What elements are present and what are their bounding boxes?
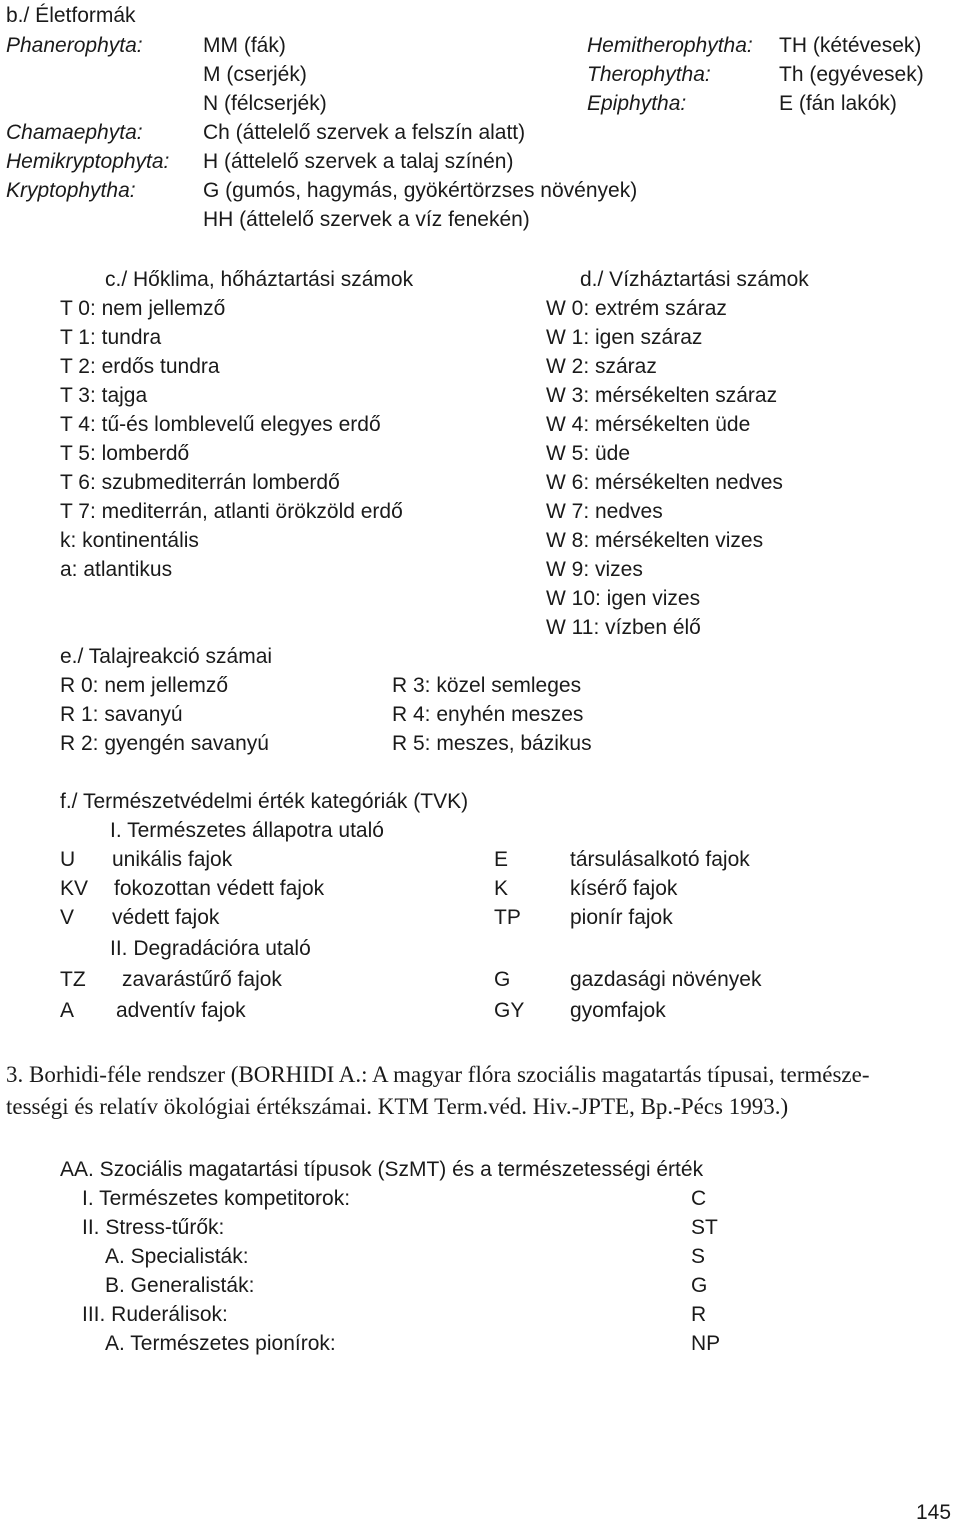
borhidi-paragraph-line: 3. Borhidi-féle rendszer (BORHIDI A.: A magyar flóra szociális magatartás típusai, természe- bbox=[6, 1062, 870, 1087]
lifeform-label: Epiphytha: bbox=[587, 92, 687, 115]
list-item: W 5: üde bbox=[546, 442, 631, 465]
category-desc: pionír fajok bbox=[570, 906, 673, 929]
lifeform-code: M (cserjék) bbox=[203, 63, 307, 86]
lifeform-label: Hemitherophytha: bbox=[587, 34, 753, 57]
lifeform-label: Phanerophyta: bbox=[6, 34, 143, 57]
type-label: II. Stress-tűrők: bbox=[82, 1216, 225, 1239]
list-item: W 11: vízben élő bbox=[546, 616, 701, 639]
category-desc: adventív fajok bbox=[116, 999, 246, 1022]
list-item: T 5: lomberdő bbox=[60, 442, 190, 465]
list-item: R 2: gyengén savanyú bbox=[60, 732, 269, 755]
lifeform-label: Kryptophytha: bbox=[6, 179, 136, 202]
list-item: T 3: tajga bbox=[60, 384, 148, 407]
category-desc: társulásalkotó fajok bbox=[570, 848, 750, 871]
lifeform-label: Therophytha: bbox=[587, 63, 711, 86]
list-item: W 7: nedves bbox=[546, 500, 663, 523]
list-item: T 4: tű-és lomblevelű elegyes erdő bbox=[60, 413, 381, 436]
category-code: A bbox=[60, 999, 75, 1022]
lifeform-label: Hemikryptophyta: bbox=[6, 150, 170, 173]
list-item: W 2: száraz bbox=[546, 355, 657, 378]
lifeform-code: E (fán lakók) bbox=[779, 92, 897, 115]
lifeform-code: H (áttelelő szervek a talaj színén) bbox=[203, 150, 514, 173]
type-code: NP bbox=[691, 1332, 721, 1355]
type-code: ST bbox=[691, 1216, 718, 1239]
category-code: V bbox=[60, 906, 75, 929]
list-item: R 0: nem jellemző bbox=[60, 674, 229, 697]
list-item: W 6: mérsékelten nedves bbox=[546, 471, 783, 494]
list-item: R 1: savanyú bbox=[60, 703, 183, 726]
category-desc: gyomfajok bbox=[570, 999, 666, 1022]
category-desc: kísérő fajok bbox=[570, 877, 678, 900]
category-desc: fokozottan védett fajok bbox=[114, 877, 325, 900]
type-code: R bbox=[691, 1303, 707, 1326]
category-code: G bbox=[494, 968, 511, 991]
lifeform-code: N (félcserjék) bbox=[203, 92, 327, 115]
type-code: S bbox=[691, 1245, 706, 1268]
category-code: E bbox=[494, 848, 509, 871]
lifeform-code: Ch (áttelelő szervek a felszín alatt) bbox=[203, 121, 526, 144]
borhidi-paragraph-line: tességi és relatív ökológiai értékszámai. KTM Term.véd. Hiv.-JPTE, Bp.-Pécs 1993.) bbox=[6, 1094, 789, 1119]
lifeform-code: G (gumós, hagymás, gyökértörzses növények) bbox=[203, 179, 638, 202]
list-item: W 4: mérsékelten üde bbox=[546, 413, 751, 436]
group-heading: I. Természetes állapotra utaló bbox=[110, 819, 384, 842]
group-heading: II. Degradációra utaló bbox=[110, 937, 311, 960]
list-item: W 9: vizes bbox=[546, 558, 643, 581]
list-item: W 0: extrém száraz bbox=[546, 297, 727, 320]
section-e-title: e./ Talajreakció számai bbox=[60, 645, 273, 668]
list-item: R 3: közel semleges bbox=[392, 674, 582, 697]
list-item: T 1: tundra bbox=[60, 326, 162, 349]
section-aa-title: AA. Szociális magatartási típusok (SzMT) és a természetességi érték bbox=[60, 1158, 704, 1181]
list-item: W 1: igen száraz bbox=[546, 326, 703, 349]
list-item: T 6: szubmediterrán lomberdő bbox=[60, 471, 340, 494]
category-code: TZ bbox=[60, 968, 86, 991]
type-code: G bbox=[691, 1274, 708, 1297]
list-item: W 8: mérsékelten vizes bbox=[546, 529, 764, 552]
type-label: I. Természetes kompetitorok: bbox=[82, 1187, 351, 1210]
section-b-title: b./ Életformák bbox=[6, 4, 136, 27]
type-label: B. Generalisták: bbox=[105, 1274, 255, 1297]
type-label: A. Természetes pionírok: bbox=[105, 1332, 336, 1355]
list-item: W 10: igen vizes bbox=[546, 587, 701, 610]
list-item: R 5: meszes, bázikus bbox=[392, 732, 592, 755]
type-label: A. Specialisták: bbox=[105, 1245, 249, 1268]
list-item: a: atlantikus bbox=[60, 558, 173, 581]
list-item: T 2: erdős tundra bbox=[60, 355, 220, 378]
category-desc: zavarástűrő fajok bbox=[122, 968, 282, 991]
category-code: KV bbox=[60, 877, 89, 900]
lifeform-label: Chamaephyta: bbox=[6, 121, 143, 144]
lifeform-code: TH (kétévesek) bbox=[779, 34, 922, 57]
page-number: 145 bbox=[916, 1501, 952, 1524]
lifeform-code: MM (fák) bbox=[203, 34, 286, 57]
category-desc: unikális fajok bbox=[112, 848, 233, 871]
list-item: T 0: nem jellemző bbox=[60, 297, 226, 320]
list-item: R 4: enyhén meszes bbox=[392, 703, 584, 726]
category-code: GY bbox=[494, 999, 525, 1022]
lifeform-code: Th (egyévesek) bbox=[779, 63, 924, 86]
section-d-title: d./ Vízháztartási számok bbox=[580, 268, 809, 291]
section-f-title: f./ Természetvédelmi érték kategóriák (TVK) bbox=[60, 790, 469, 813]
category-code: K bbox=[494, 877, 509, 900]
category-desc: védett fajok bbox=[112, 906, 220, 929]
list-item: W 3: mérsékelten száraz bbox=[546, 384, 778, 407]
category-desc: gazdasági növények bbox=[570, 968, 762, 991]
category-code: U bbox=[60, 848, 76, 871]
section-c-title: c./ Hőklima, hőháztartási számok bbox=[105, 268, 414, 291]
lifeform-code: HH (áttelelő szervek a víz fenekén) bbox=[203, 208, 530, 231]
category-code: TP bbox=[494, 906, 521, 929]
list-item: k: kontinentális bbox=[60, 529, 199, 552]
type-label: III. Ruderálisok: bbox=[82, 1303, 228, 1326]
type-code: C bbox=[691, 1187, 707, 1210]
list-item: T 7: mediterrán, atlanti örökzöld erdő bbox=[60, 500, 403, 523]
